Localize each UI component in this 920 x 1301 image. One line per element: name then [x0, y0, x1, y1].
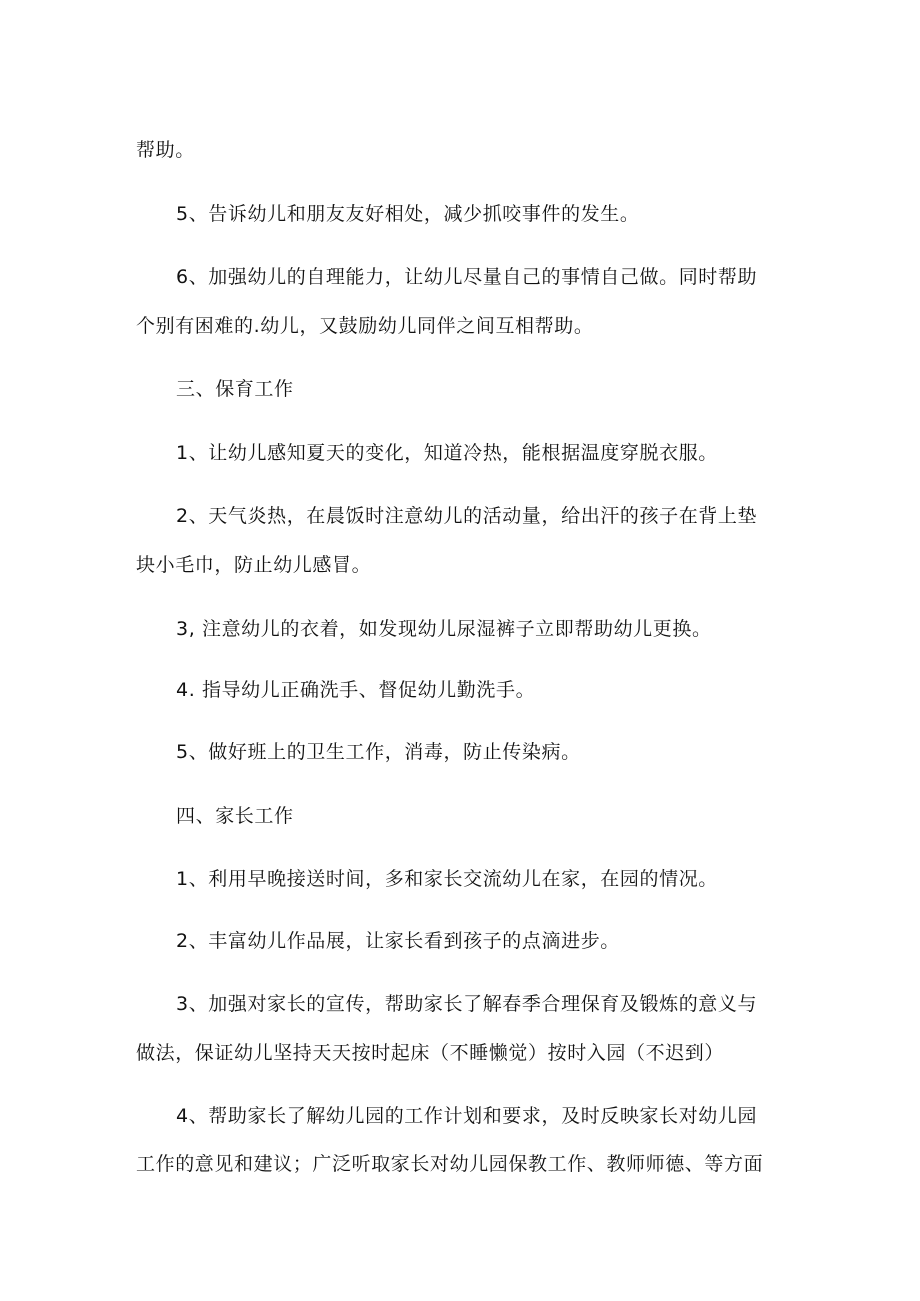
paragraph-line: 5、告诉幼儿和朋友友好相处，减少抓咬事件的发生。: [176, 203, 640, 225]
paragraph-line: 3、加强对家长的宣传，帮助家长了解春季合理保育及锻炼的意义与: [176, 993, 758, 1015]
paragraph-line: 1、利用早晚接送时间，多和家长交流幼儿在家，在园的情况。: [176, 868, 718, 890]
paragraph-line: 6、加强幼儿的自理能力，让幼儿尽量自己的事情自己做。同时帮助: [176, 266, 758, 288]
paragraph-line: 块小毛巾，防止幼儿感冒。: [136, 554, 372, 576]
paragraph-line: 工作的意见和建议；广泛听取家长对幼儿园保教工作、教师师德、等方面: [136, 1153, 764, 1175]
section-heading: 四、家长工作: [176, 805, 294, 827]
paragraph-line: 4、帮助家长了解幼儿园的工作计划和要求，及时反映家长对幼儿园: [176, 1105, 758, 1127]
paragraph-line: 帮助。: [136, 139, 195, 161]
paragraph-line: 3, 注意幼儿的衣着，如发现幼儿尿湿裤子立即帮助幼儿更换。: [176, 618, 712, 640]
paragraph-line: 2、天气炎热，在晨饭时注意幼儿的活动量，给出汗的孩子在背上垫: [176, 505, 758, 527]
paragraph-line: 做法，保证幼儿坚持天天按时起床（不睡懒觉）按时入园（不迟到）: [136, 1042, 725, 1064]
paragraph-line: 4. 指导幼儿正确洗手、督促幼儿勤洗手。: [176, 679, 536, 701]
paragraph-line: 个别有困难的.幼儿，又鼓励幼儿同伴之间互相帮助。: [136, 315, 594, 337]
section-heading: 三、保育工作: [176, 378, 294, 400]
paragraph-line: 1、让幼儿感知夏天的变化，知道冷热，能根据温度穿脱衣服。: [176, 442, 718, 464]
paragraph-line: 2、丰富幼儿作品展，让家长看到孩子的点滴进步。: [176, 930, 620, 952]
paragraph-line: 5、做好班上的卫生工作，消毒，防止传染病。: [176, 741, 581, 763]
